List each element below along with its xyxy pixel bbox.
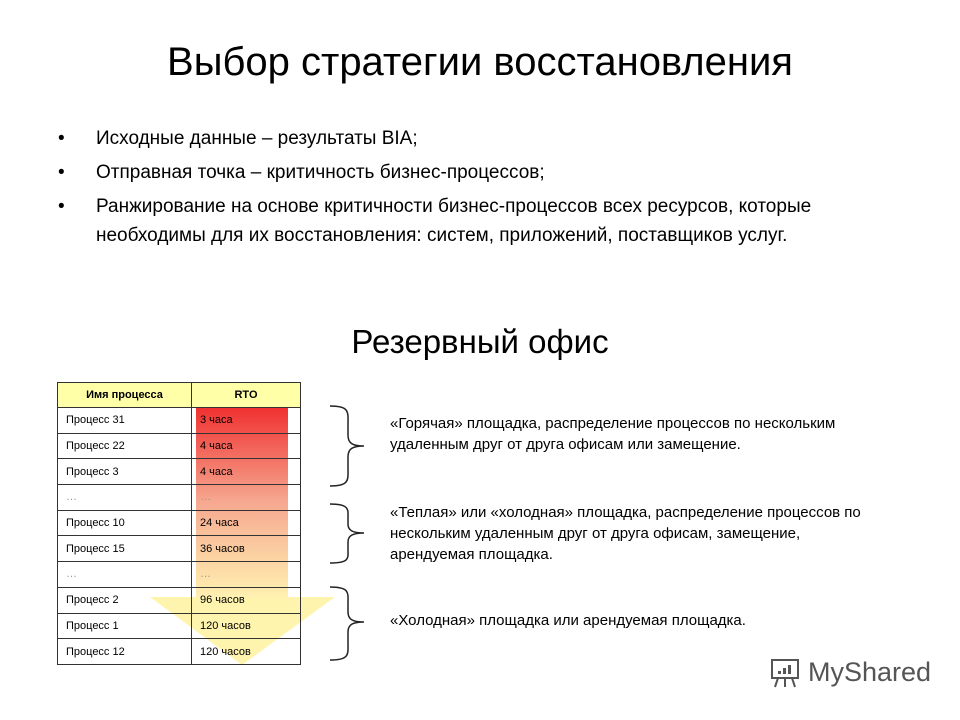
subtitle-text: Резервный офис	[351, 323, 609, 360]
process-name-cell: Процесс 2	[58, 587, 192, 613]
bullet-icon: •	[58, 196, 65, 217]
process-name-cell: …	[58, 562, 192, 588]
rto-cell: 4 часа	[192, 459, 301, 485]
watermark-text: MyShared	[808, 656, 932, 687]
rto-cell: 120 часов	[192, 613, 301, 639]
rto-cell: 36 часов	[192, 536, 301, 562]
process-name-cell: Процесс 1	[58, 613, 192, 639]
process-name-cell: Процесс 12	[58, 639, 192, 665]
bullet-icon: •	[58, 128, 65, 149]
header-process-name: Имя процесса	[58, 383, 192, 408]
rto-cell: …	[192, 562, 301, 588]
brace-cold	[330, 587, 364, 660]
slide-title: Выбор стратегии восстановления	[167, 40, 793, 84]
process-name-cell: Процесс 15	[58, 536, 192, 562]
rto-cell: 24 часа	[192, 510, 301, 536]
group-desc-warm: «Теплая» или «холодная» площадка, распределение процессов по нескольким удаленным друг от друга офисам, замещение, арендуемая площадка.	[390, 504, 861, 563]
process-name-cell: Процесс 22	[58, 433, 192, 459]
bullet-text: Исходные данные – результаты BIA;	[96, 128, 418, 149]
bullet-text: Отправная точка – критичность бизнес-процессов;	[96, 162, 545, 183]
group-desc-hot: «Горячая» площадка, распределение процессов по нескольким удаленным друг от друга офисам или замещение.	[390, 415, 836, 453]
bullet-text: Ранжирование на основе критичности бизнес-процессов всех ресурсов, которые необходимы для их восстановления: систем, приложений, поставщиков услуг.	[96, 196, 812, 246]
bullet-icon: •	[58, 162, 65, 183]
group-desc-cold: «Холодная» площадка или арендуемая площадка.	[390, 612, 746, 629]
brace-warm	[330, 504, 364, 563]
process-name-cell: Процесс 3	[58, 459, 192, 485]
brace-hot	[330, 406, 364, 486]
rto-cell: 96 часов	[192, 587, 301, 613]
rto-cell: 3 часа	[192, 408, 301, 434]
rto-cell: 120 часов	[192, 639, 301, 665]
process-name-cell: Процесс 31	[58, 408, 192, 434]
rto-cell: …	[192, 485, 301, 511]
process-name-cell: …	[58, 485, 192, 511]
header-rto: RTO	[192, 383, 301, 408]
process-name-cell: Процесс 10	[58, 510, 192, 536]
rto-cell: 4 часа	[192, 433, 301, 459]
